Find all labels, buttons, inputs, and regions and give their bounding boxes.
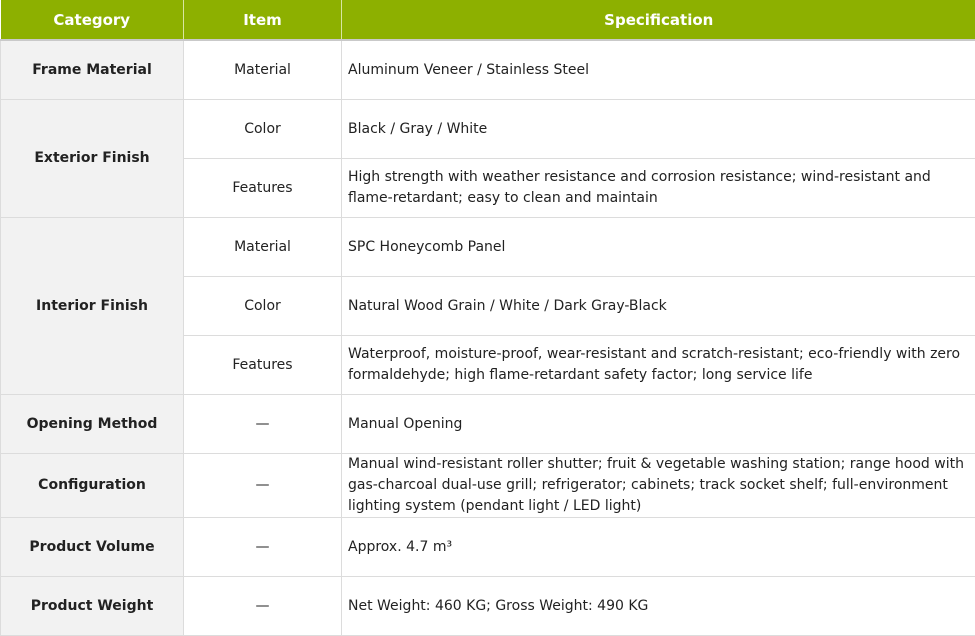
category-cell: Interior Finish — [1, 218, 184, 395]
category-cell: Frame Material — [1, 40, 184, 100]
table-row — [1, 577, 975, 636]
item-cell: Color — [184, 277, 342, 336]
item-cell: Color — [184, 100, 342, 159]
spec-cell: Approx. 4.7 m³ — [342, 518, 975, 577]
category-cell: Opening Method — [1, 395, 184, 454]
item-cell: Features — [184, 336, 342, 395]
header-specification: Specification — [342, 0, 975, 40]
category-cell: Product Weight — [1, 577, 184, 636]
table-body — [1, 40, 975, 636]
spec-cell: Manual wind-resistant roller shutter; fruit & vegetable washing station; range hood with gas-charcoal dual-use grill; refrigerator; cabinets; track socket shelf; full-environment lighting system (pendant light / LED light) — [342, 454, 975, 518]
spec-cell: Aluminum Veneer / Stainless Steel — [342, 40, 975, 100]
item-cell: — — [184, 454, 342, 518]
spec-cell: Manual Opening — [342, 395, 975, 454]
spec-cell: Waterproof, moisture-proof, wear-resistant and scratch-resistant; eco-friendly with zero formaldehyde; high flame-retardant safety factor; long service life — [342, 336, 975, 395]
item-cell: — — [184, 577, 342, 636]
item-cell: — — [184, 518, 342, 577]
spec-cell: SPC Honeycomb Panel — [342, 218, 975, 277]
table-row — [1, 395, 975, 454]
category-cell: Exterior Finish — [1, 100, 184, 218]
table-row — [1, 454, 975, 518]
header-row — [1, 0, 975, 40]
category-cell: Configuration — [1, 454, 184, 518]
spec-cell: Net Weight: 460 KG; Gross Weight: 490 KG — [342, 577, 975, 636]
header-category: Category — [1, 0, 184, 40]
header-item: Item — [184, 0, 342, 40]
table-row — [1, 518, 975, 577]
spec-cell: Black / Gray / White — [342, 100, 975, 159]
spec-cell: High strength with weather resistance and corrosion resistance; wind-resistant and flame-retardant; easy to clean and maintain — [342, 159, 975, 218]
category-cell: Product Volume — [1, 518, 184, 577]
table-row — [1, 40, 975, 100]
item-cell: Material — [184, 218, 342, 277]
table-row — [1, 218, 975, 277]
table-header — [1, 0, 975, 40]
item-cell: Material — [184, 40, 342, 100]
item-cell: — — [184, 395, 342, 454]
table-row — [1, 100, 975, 159]
spec-cell: Natural Wood Grain / White / Dark Gray-Black — [342, 277, 975, 336]
item-cell: Features — [184, 159, 342, 218]
